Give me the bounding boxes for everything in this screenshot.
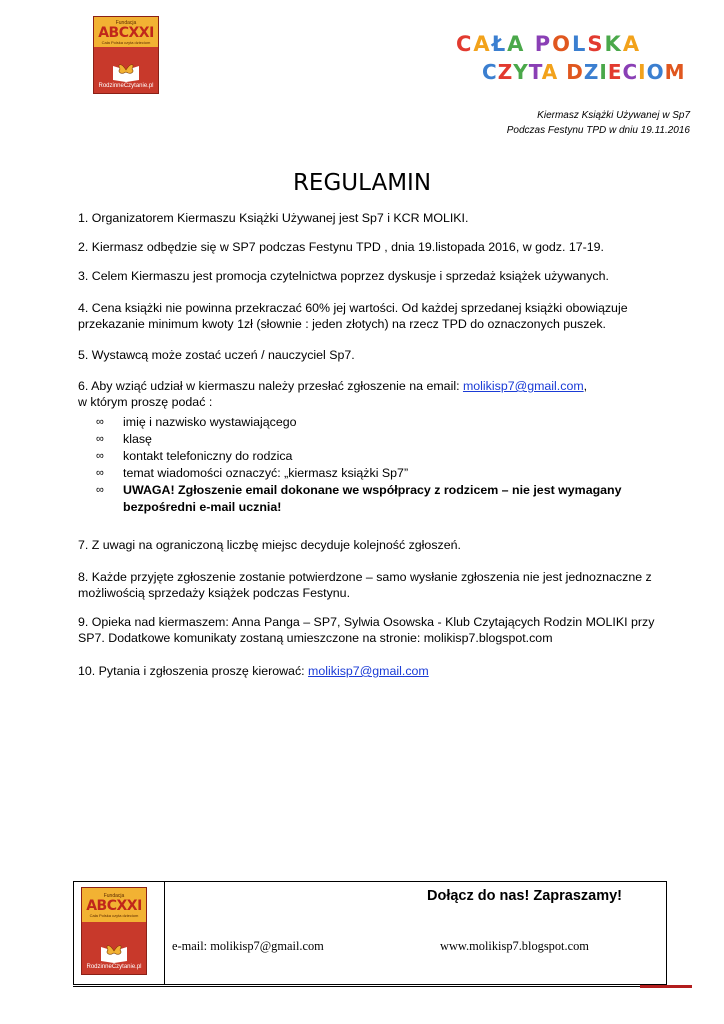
list-item: ∞ temat wiadomości oznaczyć: „kiermasz książki Sp7”: [96, 466, 409, 480]
infinity-bullet-icon: ∞: [96, 450, 104, 462]
rule-9-line-2: SP7. Dodatkowe komunikaty zostaną umieszczone na stronie: molikisp7.blogspot.com: [78, 631, 553, 645]
warning-item: ∞ UWAGA! Zgłoszenie email dokonane we współpracy z rodzicem – nie jest wymagany bezpośredni e-mail ucznia!: [96, 483, 622, 514]
book-butterfly-icon: [99, 941, 129, 963]
campaign-logo: [448, 30, 686, 88]
rule-3: 3. Celem Kiermaszu jest promocja czytelnictwa poprzez dyskusje i sprzedaż książek używanych.: [78, 269, 609, 283]
rule-4-line-2: przekazanie minimum kwoty 1zł (słownie : jeden złotych) na rzecz TPD do oznaczonych puszek.: [78, 317, 606, 331]
footer-cta: Dołącz do nas! Zapraszamy!: [427, 888, 622, 904]
rule-5: 5. Wystawcą może zostać uczeń / nauczyciel Sp7.: [78, 348, 355, 362]
footer-box: [73, 881, 667, 985]
infinity-bullet-icon: ∞: [96, 433, 104, 445]
list-item: ∞ klasę: [96, 432, 152, 446]
campaign-logo-line1: CAŁA POLSKA: [456, 32, 642, 56]
email-link-2[interactable]: molikisp7@gmail.com: [308, 664, 429, 678]
list-item: ∞ kontakt telefoniczny do rodzica: [96, 449, 293, 463]
rule-4-line-1: 4. Cena książki nie powinna przekraczać 60% jej wartości. Od każdej sprzedanej książki obowiązuje: [78, 301, 628, 315]
infinity-bullet-icon: ∞: [96, 416, 104, 428]
rule-1: 1. Organizatorem Kiermaszu Książki Używanej jest Sp7 i KCR MOLIKI.: [78, 211, 469, 225]
footer-accent: [640, 985, 692, 988]
footer-abcxxi-logo: Fundacja ABCXXI Cała Polska czyta dzieciom RodzinneCzytanie.pl: [81, 887, 147, 975]
logo-name: ABCXXI: [98, 24, 154, 41]
rule-9: [78, 614, 678, 646]
infinity-bullet-icon: ∞: [96, 484, 104, 496]
rule-8-line-2: możliwością sprzedaży książek podczas Festynu.: [78, 586, 351, 600]
footer-email: e-mail: molikisp7@gmail.com: [172, 939, 324, 953]
campaign-logo-line2: CZYTA DZIECIOM: [482, 60, 686, 84]
rule-9-line-1: 9. Opieka nad kiermaszem: Anna Panga – SP7, Sylwia Osowska - Klub Czytających Rodzin MOLIKI przy: [78, 615, 655, 629]
book-butterfly-icon: [111, 60, 141, 82]
rule-6: [78, 378, 678, 410]
rule-10-text: 10. Pytania i zgłoszenia proszę kierować:: [78, 664, 309, 678]
email-link[interactable]: molikisp7@gmail.com: [462, 379, 584, 393]
requirements-list: [96, 414, 622, 516]
list-item: ∞ imię i nazwisko wystawiającego: [96, 415, 297, 429]
rule-6-line-2: w którym proszę podać :: [78, 395, 213, 409]
header-line-2: Podczas Festynu TPD w dniu 19.11.2016: [506, 125, 690, 136]
footer-website: www.molikisp7.blogspot.com: [440, 939, 589, 953]
logo-tagline: Cała Polska czyta dzieciom: [101, 39, 151, 45]
header-line-1: Kiermasz Książki Używanej w Sp7: [537, 110, 690, 121]
infinity-bullet-icon: ∞: [96, 467, 104, 479]
rule-10: [78, 663, 678, 679]
rule-8: [78, 569, 678, 601]
rule-2: 2. Kiermasz odbędzie się w SP7 podczas Festynu TPD , dnia 19.listopada 2016, w godz. 17-19.: [78, 240, 604, 254]
rule-7: 7. Z uwagi na ograniczoną liczbę miejsc decyduje kolejność zgłoszeń.: [78, 538, 461, 552]
rule-4: [78, 300, 678, 332]
rule-6-comma: ,: [583, 379, 588, 393]
page-title: REGULAMIN: [292, 170, 432, 196]
abcxxi-logo: [93, 16, 159, 94]
rule-6-text: 6. Aby wziąć udział w kiermaszu należy przesłać zgłoszenie na email:: [78, 379, 463, 393]
logo-site: RodzinneCzytanie.pl: [98, 82, 154, 89]
rule-8-line-1: 8. Każde przyjęte zgłoszenie zostanie potwierdzone – samo wysłanie zgłoszenia nie jest jednoznaczne z: [78, 570, 652, 584]
footer-divider: [164, 882, 165, 984]
logo-foundation: Fundacja: [115, 19, 137, 26]
footer-rule: [73, 986, 692, 987]
